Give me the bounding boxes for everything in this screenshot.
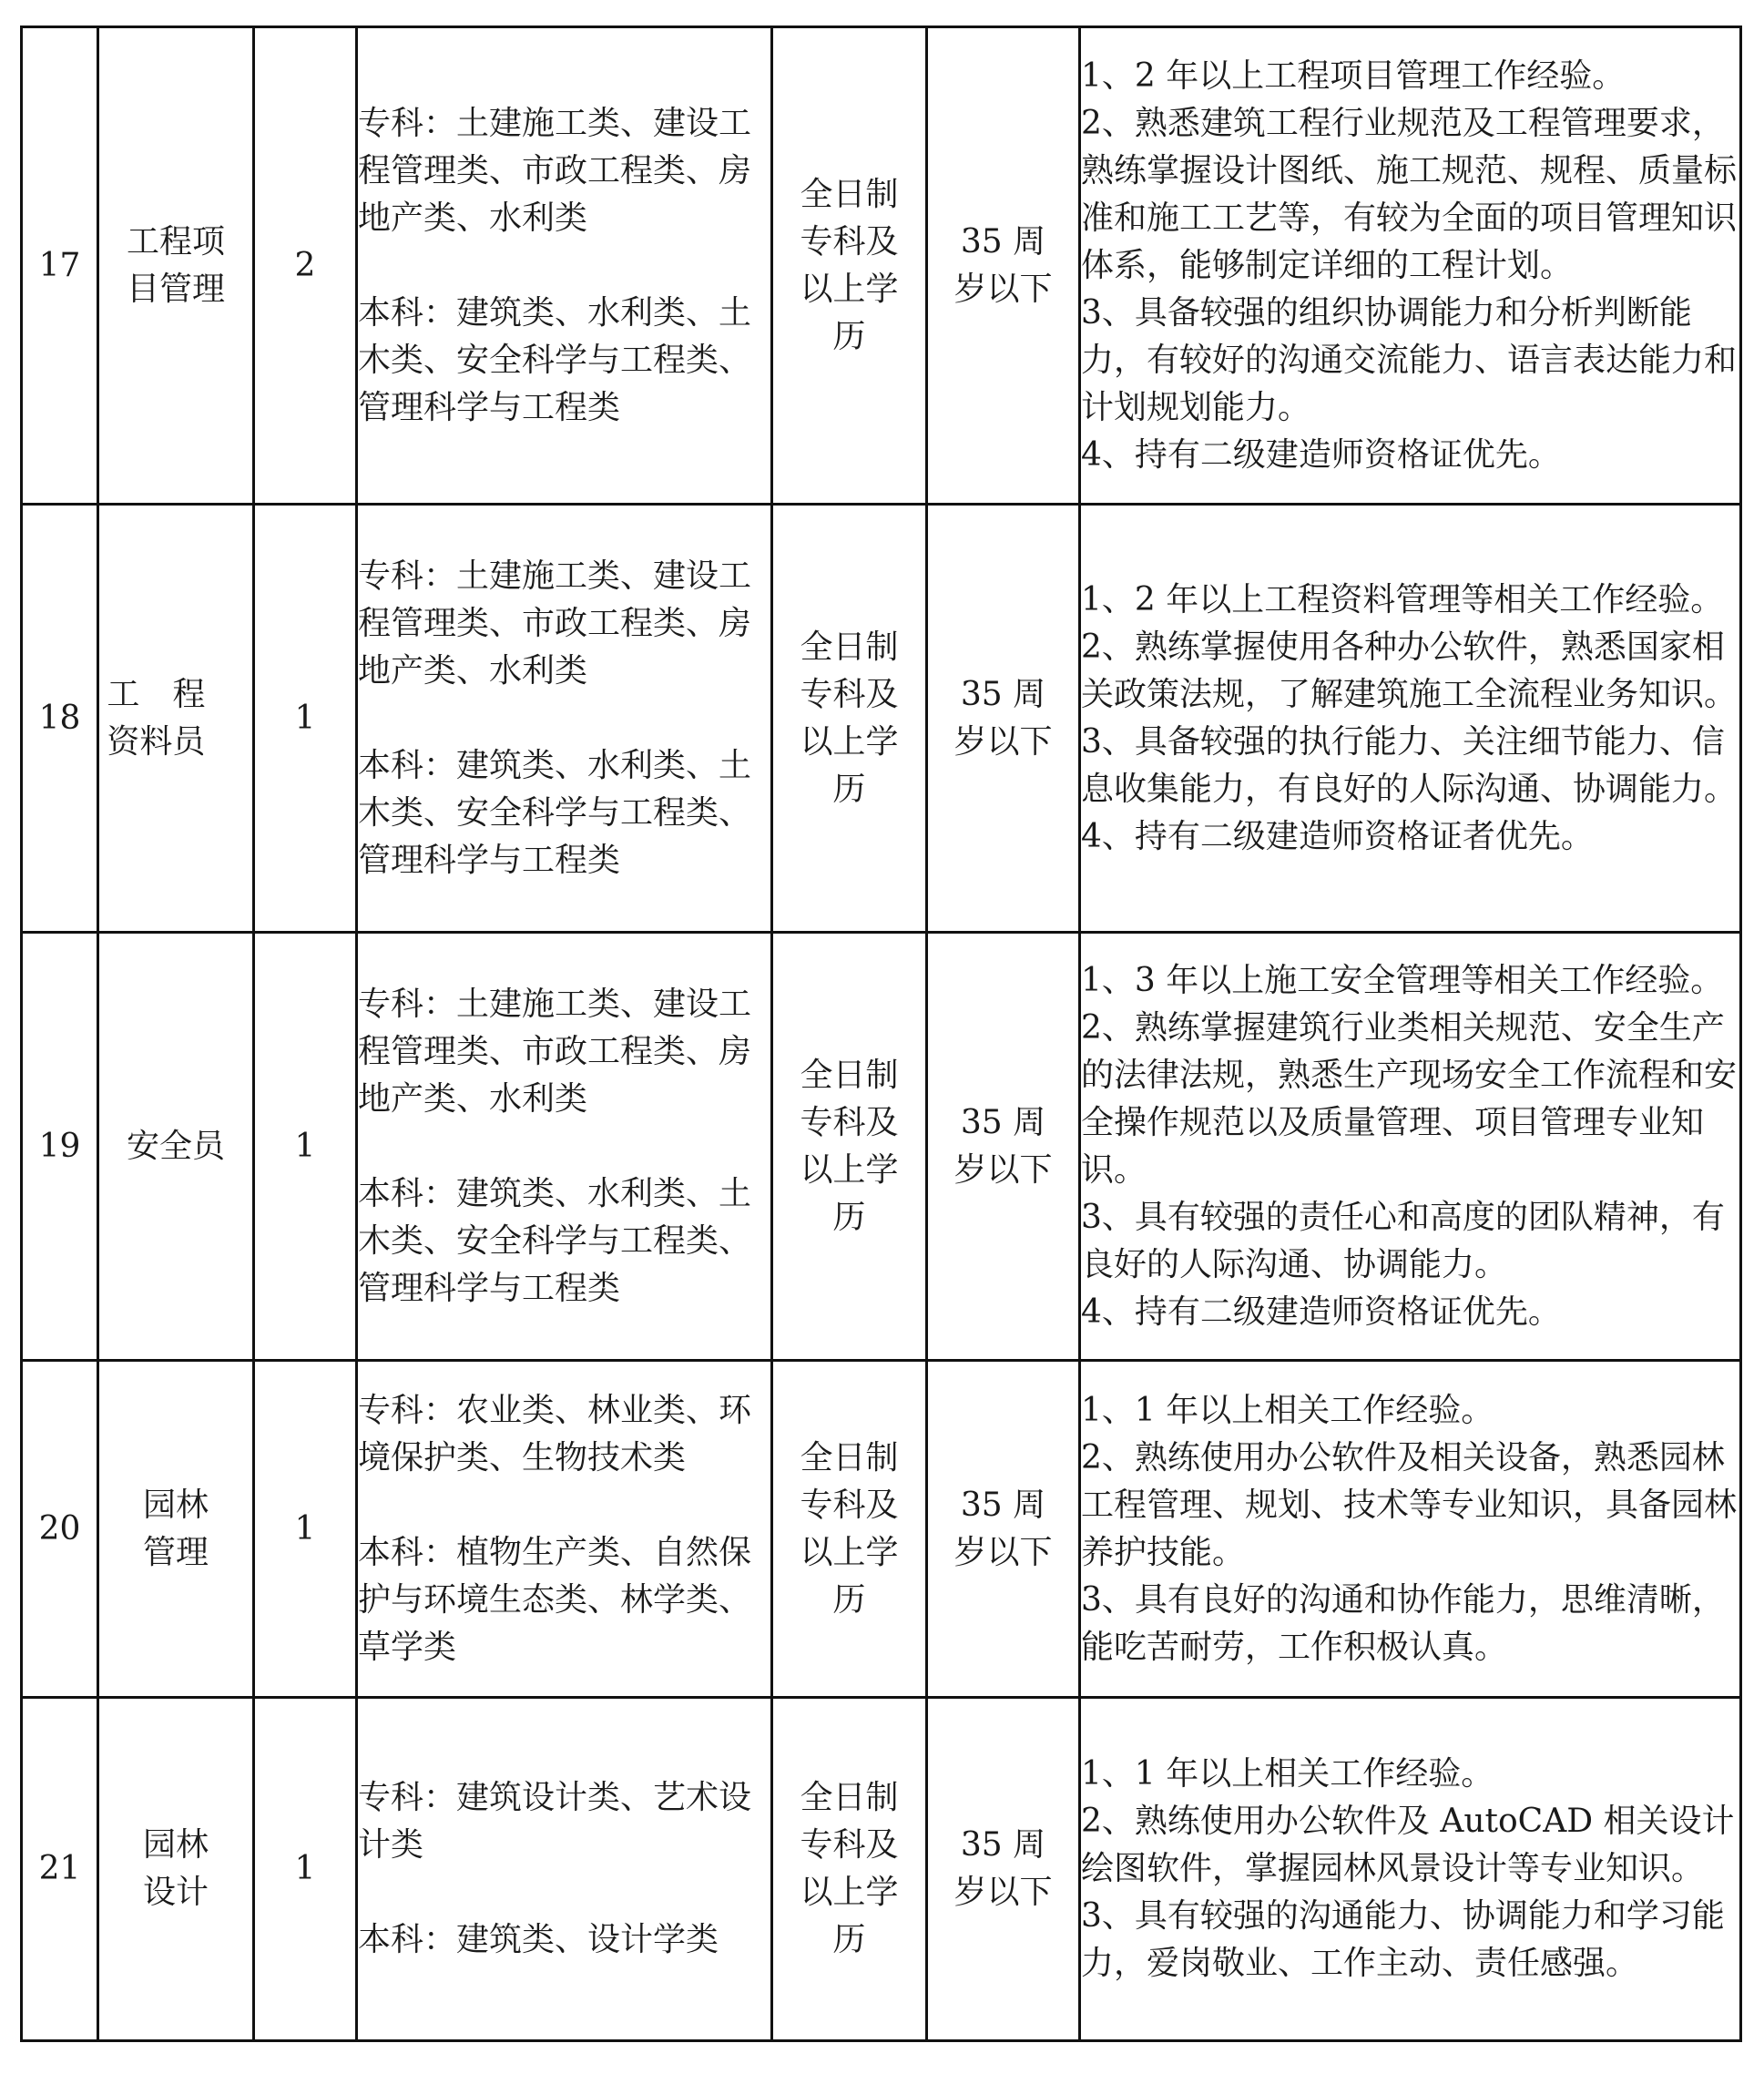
education-line: 以上学 [800,722,899,761]
requirement-item: 2、熟练掌握使用各种办公软件，熟悉国家相关政策法规，了解建筑施工全流程业务知识。 [1081,628,1738,713]
major-benke: 本科：植物生产类、自然保护与环境生态类、林学类、草学类 [358,1533,752,1666]
education-line: 以上学 [800,270,899,308]
requirement-item: 2、熟练掌握建筑行业类相关规范、安全生产的法律法规，熟悉生产现场安全工作流程和安全操作规范以及质量管理、项目管理专业知识。 [1081,1008,1738,1189]
education-line: 全日制 [800,1779,899,1816]
requirement-item: 2、熟练使用办公软件及 AutoCAD 相关设计绘图软件，掌握园林风景设计等专业知识。 [1081,1803,1735,1887]
requirement-item: 2、熟练使用办公软件及相关设备，熟悉园林工程管理、规划、技术等专业知识，具备园林养护技能。 [1081,1438,1738,1571]
requirement-item: 3、具有良好的沟通和协作能力，思维清晰，能吃苦耐劳，工作积极认真。 [1081,1580,1725,1666]
position-title [98,933,254,1361]
education-line: 专科及 [800,1826,899,1864]
position-title-line: 管理 [142,1533,209,1571]
major-benke: 本科：建筑类、设计学类 [358,1921,719,1958]
requirement-item: 1、2 年以上工程资料管理等相关工作经验。 [1081,580,1724,618]
education-line: 专科及 [800,222,899,261]
table-row [22,1698,1741,2041]
age-requirement [927,1361,1080,1698]
position-title-line: 工程项 [126,222,225,261]
row-number: 21 [22,1698,98,2041]
position-title [98,1698,254,2041]
headcount: 1 [254,1698,357,2041]
education-line: 历 [832,770,866,808]
age-line: 35 周 [960,1486,1046,1524]
requirement-item: 2、熟悉建筑工程行业规范及工程管理要求，熟练掌握设计图纸、施工规范、规程、质量标准和施工工艺等，有较为全面的项目管理知识体系，能够制定详细的工程计划。 [1081,104,1738,284]
age-requirement [927,933,1080,1361]
headcount: 1 [254,933,357,1361]
table-row [22,1361,1741,1698]
education-line: 专科及 [800,1486,899,1524]
position-title-line: 园林 [142,1826,209,1864]
job-requirements [1080,505,1741,933]
education-line: 以上学 [800,1874,899,1911]
headcount: 1 [254,1361,357,1698]
education-line: 以上学 [800,1533,899,1571]
requirement-item: 4、持有二级建造师资格证者优先。 [1081,817,1594,855]
major-requirements [357,27,772,505]
requirement-item: 1、1 年以上相关工作经验。 [1081,1755,1494,1793]
position-title-line: 园林 [142,1486,209,1524]
row-number: 20 [22,1361,98,1698]
requirement-item: 4、持有二级建造师资格证优先。 [1081,1292,1561,1331]
row-number: 19 [22,933,98,1361]
table-row [22,933,1741,1361]
requirement-item: 3、具有较强的沟通能力、协调能力和学习能力，爱岗敬业、工作主动、责任感强。 [1081,1897,1725,1982]
age-line: 岁以下 [953,722,1053,761]
major-zhuanke: 专科：建筑设计类、艺术设计类 [358,1779,752,1864]
headcount: 1 [254,505,357,933]
position-title [98,1361,254,1698]
position-title-line: 工 程 [107,675,206,713]
job-requirements [1080,1361,1741,1698]
age-line: 岁以下 [953,1874,1053,1911]
position-title-line: 目管理 [126,270,225,308]
age-line: 35 周 [960,222,1046,261]
position-title [98,505,254,933]
age-line: 岁以下 [953,270,1053,308]
major-benke: 本科：建筑类、水利类、土木类、安全科学与工程类、管理科学与工程类 [358,1174,752,1307]
major-requirements [357,1361,772,1698]
major-zhuanke: 专科：农业类、林业类、环境保护类、生物技术类 [358,1391,752,1476]
row-number: 17 [22,27,98,505]
education-requirement [772,1361,927,1698]
education-line: 历 [832,1921,866,1958]
requirement-item: 3、具备较强的执行能力、关注细节能力、信息收集能力，有良好的人际沟通、协调能力。 [1081,722,1738,808]
education-line: 全日制 [800,628,899,666]
requirement-item: 1、2 年以上工程项目管理工作经验。 [1081,56,1626,95]
major-zhuanke: 专科：土建施工类、建设工程管理类、市政工程类、房地产类、水利类 [358,557,752,690]
major-requirements [357,505,772,933]
position-title [98,27,254,505]
age-requirement [927,27,1080,505]
education-line: 历 [832,1198,866,1236]
job-requirements [1080,933,1741,1361]
education-requirement [772,505,927,933]
education-line: 历 [832,1580,866,1619]
requirement-item: 4、持有二级建造师资格证优先。 [1081,435,1561,474]
major-requirements [357,1698,772,2041]
recruitment-table [20,26,1742,2042]
position-title-line: 资料员 [107,722,206,761]
position-title-line: 安全员 [126,1127,225,1165]
requirement-item: 1、3 年以上施工安全管理等相关工作经验。 [1081,961,1724,999]
position-title-line: 设计 [142,1874,209,1911]
age-line: 岁以下 [953,1150,1053,1189]
table-row [22,505,1741,933]
requirement-item: 3、具备较强的组织协调能力和分析判断能力，有较好的沟通交流能力、语言表达能力和计划规划能力。 [1081,293,1738,426]
major-zhuanke: 专科：土建施工类、建设工程管理类、市政工程类、房地产类、水利类 [358,104,752,237]
age-line: 岁以下 [953,1533,1053,1571]
education-line: 全日制 [800,175,899,213]
age-line: 35 周 [960,1103,1046,1141]
education-requirement [772,27,927,505]
education-line: 历 [832,317,866,355]
education-requirement [772,1698,927,2041]
major-zhuanke: 专科：土建施工类、建设工程管理类、市政工程类、房地产类、水利类 [358,985,752,1118]
education-line: 全日制 [800,1438,899,1476]
education-line: 全日制 [800,1056,899,1094]
headcount: 2 [254,27,357,505]
major-benke: 本科：建筑类、水利类、土木类、安全科学与工程类、管理科学与工程类 [358,746,752,879]
row-number: 18 [22,505,98,933]
major-benke: 本科：建筑类、水利类、土木类、安全科学与工程类、管理科学与工程类 [358,293,752,426]
age-line: 35 周 [960,675,1046,713]
education-requirement [772,933,927,1361]
major-requirements [357,933,772,1361]
education-line: 专科及 [800,675,899,713]
education-line: 专科及 [800,1103,899,1141]
job-requirements [1080,27,1741,505]
education-line: 以上学 [800,1150,899,1189]
requirement-item: 1、1 年以上相关工作经验。 [1081,1391,1494,1429]
job-requirements [1080,1698,1741,2041]
requirement-item: 3、具有较强的责任心和高度的团队精神，有良好的人际沟通、协调能力。 [1081,1198,1725,1283]
age-requirement [927,505,1080,933]
table-row [22,27,1741,505]
age-requirement [927,1698,1080,2041]
age-line: 35 周 [960,1826,1046,1864]
